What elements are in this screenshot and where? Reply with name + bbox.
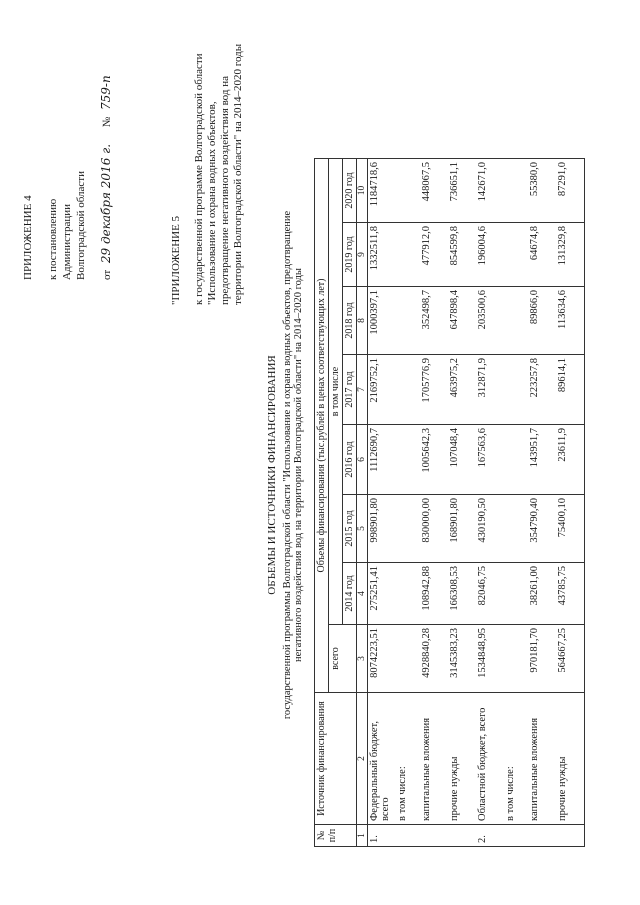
table-cell-value: 1000397,1 [368, 287, 397, 355]
table-cell-value: 89866,0 [528, 287, 556, 355]
table-cell-value: 75400,10 [556, 495, 585, 563]
appendix-line-3: Волгоградской области [75, 171, 87, 280]
row-source-name: капитальные вложения [420, 693, 448, 825]
appendix-header [22, 71, 115, 280]
appendix-label: ПРИЛОЖЕНИЕ 4 [22, 195, 34, 280]
table-cell-value: 854599,8 [448, 223, 476, 287]
table-cell-value: 463975,2 [448, 355, 476, 425]
table-cell-value: 3145383,23 [448, 625, 476, 693]
header-column-number: 6 [357, 425, 368, 495]
table-cell-value [504, 495, 528, 563]
header-year: 2018 год [343, 287, 357, 355]
header-year: 2020 год [343, 159, 357, 223]
table-cell-value: 1534848,95 [476, 625, 504, 693]
table-row [504, 159, 528, 847]
row-source-name: в том числе: [504, 693, 528, 825]
header-total: всего [329, 625, 357, 693]
number-value: 759-п [99, 75, 113, 110]
table-cell-value [396, 425, 420, 495]
table-cell-value: 970181,70 [528, 625, 556, 693]
table-cell-value [396, 563, 420, 625]
table-cell-value [396, 159, 420, 223]
row-source-name: в том числе: [396, 693, 420, 825]
row-source-name: прочие нужды [556, 693, 585, 825]
table-row [396, 159, 420, 847]
table-cell-value: 131329,8 [556, 223, 585, 287]
table-cell-value: 143951,7 [528, 425, 556, 495]
date-prefix: от [101, 269, 113, 280]
table-cell-value: 23611,9 [556, 425, 585, 495]
header-column-number: 3 [357, 625, 368, 693]
row-number [396, 825, 420, 847]
row-source-name: прочие нужды [448, 693, 476, 825]
row-number [420, 825, 448, 847]
table-cell-value: 166308,53 [448, 563, 476, 625]
table-cell-value: 55380,0 [528, 159, 556, 223]
table-row [420, 159, 448, 847]
table-cell-value [504, 625, 528, 693]
appendix-date-line [100, 71, 114, 280]
table-cell-value: 1332511,8 [368, 223, 397, 287]
row-source-name: капитальные вложения [528, 693, 556, 825]
table-cell-value: 1005642,3 [420, 425, 448, 495]
table-cell-value [396, 355, 420, 425]
header-column-number: 8 [357, 287, 368, 355]
table-cell-value: 108942,88 [420, 563, 448, 625]
header-column-number: 10 [357, 159, 368, 223]
table-cell-value: 167563,6 [476, 425, 504, 495]
reference-text: к государственной программе Волгоградской области "Использование и охрана водных объектов, предотвращение негативного воздействия вод на территории Волгоградской области" на 2014–2020 годы [193, 43, 244, 305]
table-cell-value: 312871,9 [476, 355, 504, 425]
header-column-number: 1 [357, 825, 368, 847]
table-cell-value: 477912,0 [420, 223, 448, 287]
table-cell-value [396, 287, 420, 355]
table-cell-value: 223257,8 [528, 355, 556, 425]
table-cell-value: 564667,25 [556, 625, 585, 693]
table-cell-value: 38261,00 [528, 563, 556, 625]
table-cell-value: 736651,1 [448, 159, 476, 223]
table-cell-value: 196004,6 [476, 223, 504, 287]
table-cell-value: 1112690,7 [368, 425, 397, 495]
table-cell-value [396, 223, 420, 287]
header-year: 2014 год [343, 563, 357, 625]
number-prefix: № [101, 116, 113, 128]
table-cell-value [396, 625, 420, 693]
table-cell-value: 82046,75 [476, 563, 504, 625]
document-title: ОБЪЕМЫ И ИСТОЧНИКИ ФИНАНСИРОВАНИЯ [266, 355, 278, 595]
appendix-line-1: к постановлению [47, 198, 59, 280]
table-cell-value: 354790,40 [528, 495, 556, 563]
table-row [476, 159, 504, 847]
row-source-name: Областной бюджет, всего [476, 693, 504, 825]
row-source-name: Федеральный бюджет, всего [368, 693, 397, 825]
table-row [556, 159, 585, 847]
header-year: 2015 год [343, 495, 357, 563]
table-cell-value: 89614,1 [556, 355, 585, 425]
row-number [504, 825, 528, 847]
table-cell-value: 113634,6 [556, 287, 585, 355]
table-row [528, 159, 556, 847]
table-cell-value: 2169752,1 [368, 355, 397, 425]
table-cell-value: 4928840,28 [420, 625, 448, 693]
table-cell-value: 87291,0 [556, 159, 585, 223]
reference-label: "ПРИЛОЖЕНИЕ 5 [170, 215, 182, 305]
table-cell-value: 448067,5 [420, 159, 448, 223]
header-year: 2016 год [343, 425, 357, 495]
header-column-number: 5 [357, 495, 368, 563]
table-cell-value [504, 355, 528, 425]
table-cell-value: 107048,4 [448, 425, 476, 495]
table-cell-value: 998901,80 [368, 495, 397, 563]
row-number [448, 825, 476, 847]
table-cell-value: 647898,4 [448, 287, 476, 355]
header-no: № п/п [315, 825, 357, 847]
table-cell-value: 1705776,9 [420, 355, 448, 425]
table-cell-value: 64674,8 [528, 223, 556, 287]
header-year: 2019 год [343, 223, 357, 287]
header-column-number: 4 [357, 563, 368, 625]
table-row [368, 159, 397, 847]
header-column-number: 2 [357, 693, 368, 825]
table-cell-value: 43785,75 [556, 563, 585, 625]
row-number [528, 825, 556, 847]
table-cell-value: 203500,6 [476, 287, 504, 355]
header-column-number: 7 [357, 355, 368, 425]
row-number: 2. [476, 825, 504, 847]
financing-table [314, 158, 585, 847]
table-cell-value: 8074223,51 [368, 625, 397, 693]
table-cell-value [396, 495, 420, 563]
header-including: в том числе [329, 159, 343, 625]
table-cell-value: 168901,80 [448, 495, 476, 563]
reference-block [170, 30, 245, 305]
table-cell-value [504, 425, 528, 495]
header-column-number: 9 [357, 223, 368, 287]
table-cell-value: 430190,50 [476, 495, 504, 563]
table-cell-value: 1184718,6 [368, 159, 397, 223]
document-subtitle: государственной программы Волгоградской области "Использование и охрана водных объектов, предотвращение негативного воздействия вод на территории Волгоградской области" на 2014–2020 годы [282, 210, 304, 720]
table-cell-value [504, 287, 528, 355]
table-cell-value [504, 159, 528, 223]
table-cell-value [504, 223, 528, 287]
table-cell-value: 142671,0 [476, 159, 504, 223]
table-row [448, 159, 476, 847]
table-cell-value: 830000,00 [420, 495, 448, 563]
table-cell-value [504, 563, 528, 625]
table-cell-value: 352498,7 [420, 287, 448, 355]
header-year: 2017 год [343, 355, 357, 425]
header-source: Источник финансирования [315, 693, 357, 825]
row-number: 1. [368, 825, 397, 847]
header-volumes: Объемы финансирования (тыс.рублей в ценах соответствующих лет) [315, 159, 329, 693]
table-cell-value: 275251,41 [368, 563, 397, 625]
row-number [556, 825, 585, 847]
date-value: 29 декабря 2016 г. [99, 143, 113, 264]
appendix-line-2: Администрации [61, 203, 73, 280]
